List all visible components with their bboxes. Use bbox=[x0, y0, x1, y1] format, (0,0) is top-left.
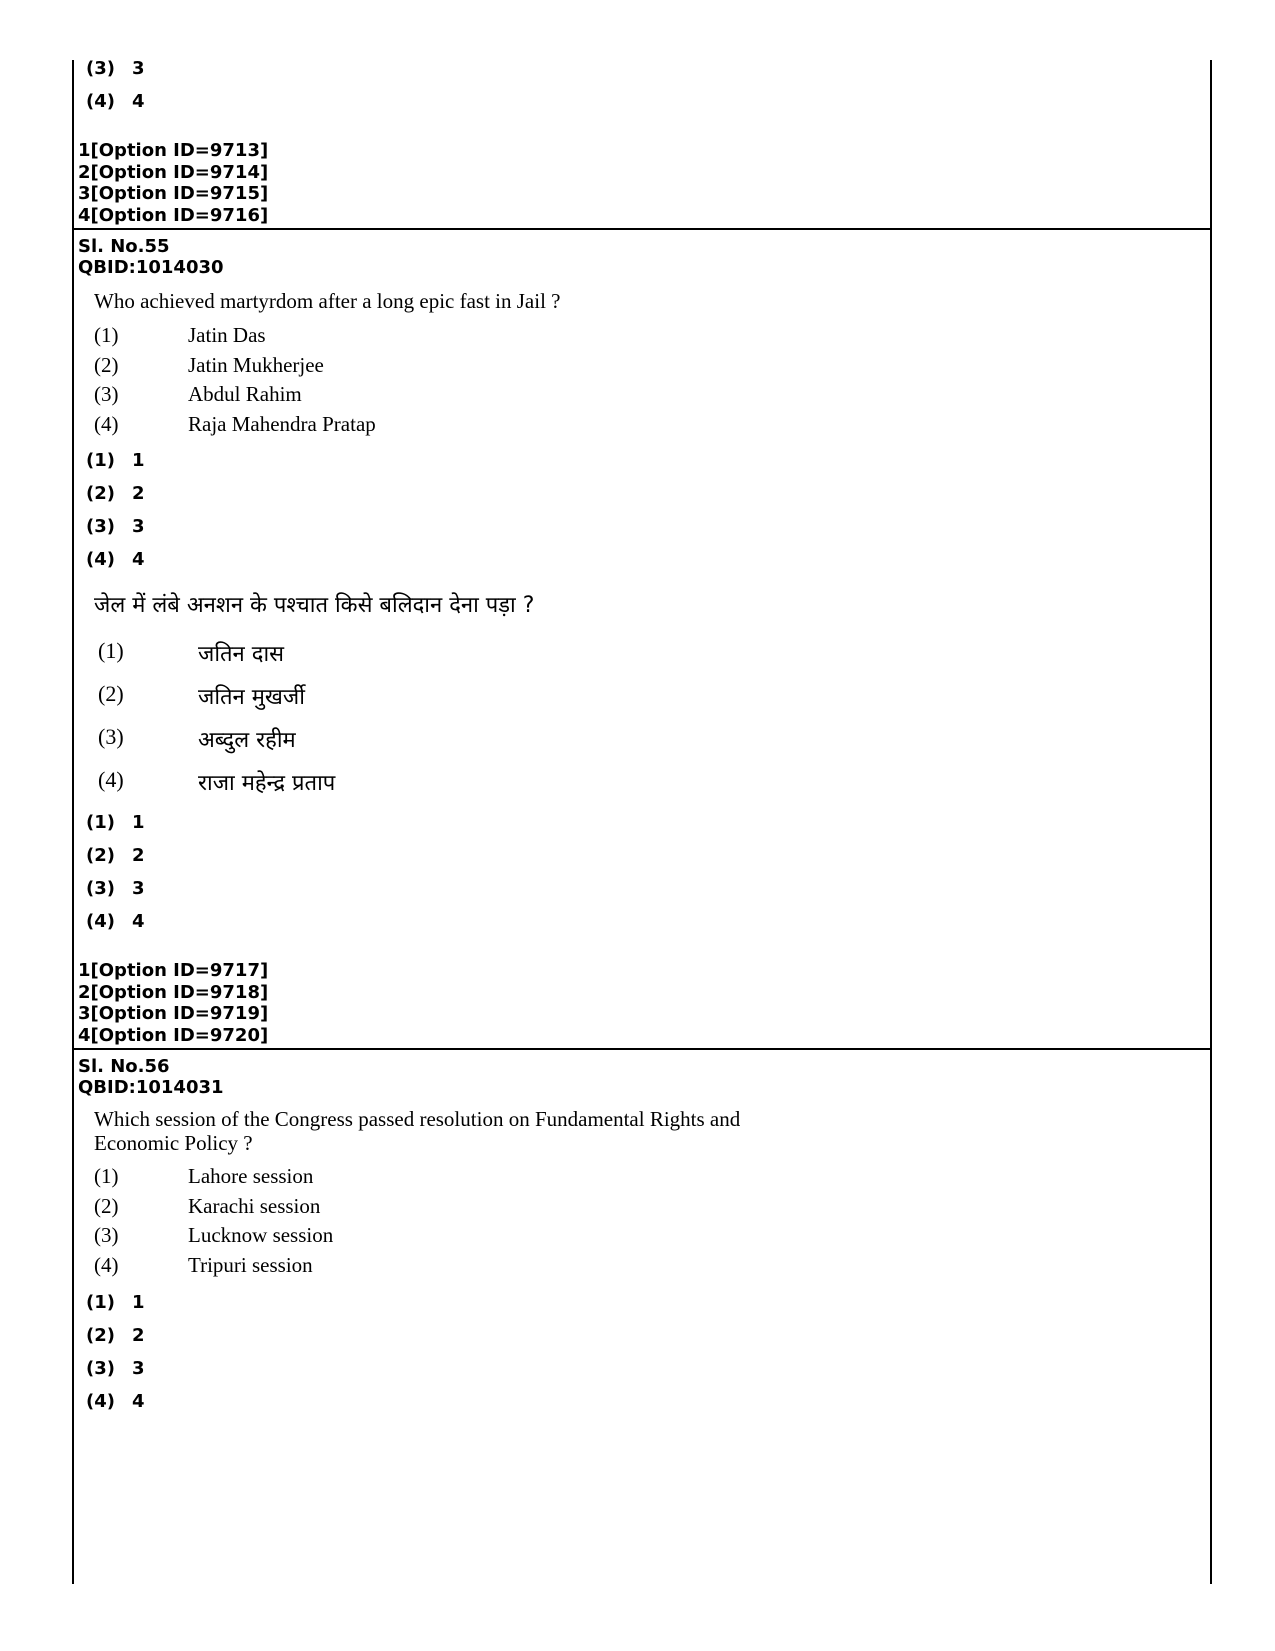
answer-option[interactable]: (1) 1 bbox=[86, 450, 145, 471]
option-id: 4[Option ID=9720] bbox=[78, 1024, 269, 1046]
question-text-line2: Economic Policy ? bbox=[94, 1131, 253, 1155]
option-row: (4) 4 bbox=[86, 91, 145, 112]
option-id-list bbox=[78, 960, 268, 1046]
answer-option[interactable]: (2) 2 bbox=[86, 845, 145, 866]
option-id: 4[Option ID=9716] bbox=[78, 204, 269, 226]
option-id: 1[Option ID=9717] bbox=[78, 960, 269, 981]
answer-option[interactable]: (3) 3 bbox=[86, 878, 145, 899]
option-id: 2[Option ID=9718] bbox=[78, 981, 269, 1003]
answer-option[interactable]: (2) 2 bbox=[86, 483, 145, 504]
answer-option[interactable]: (4) 4 bbox=[86, 1391, 145, 1412]
question-text-line1: Which session of the Congress passed resolution on Fundamental Rights and bbox=[94, 1107, 741, 1131]
option-id-list bbox=[78, 140, 268, 226]
question-text-hi: जेल में लंबे अनशन के पश्चात किसे बलिदान देना पड़ा ? bbox=[94, 593, 535, 618]
option-row: (3) 3 bbox=[86, 58, 145, 79]
option-id: 3[Option ID=9719] bbox=[78, 1003, 269, 1024]
answer-option[interactable]: (4) 4 bbox=[86, 549, 145, 570]
answer-option[interactable]: (2) 2 bbox=[86, 1325, 145, 1346]
question-serial: Sl. No.55 bbox=[78, 236, 170, 257]
question-qbid: QBID:1014031 bbox=[78, 1077, 224, 1098]
answer-option[interactable]: (1) 1 bbox=[86, 812, 145, 833]
question-qbid: QBID:1014030 bbox=[78, 257, 224, 278]
option-id: 1[Option ID=9713] bbox=[78, 140, 269, 161]
answer-option[interactable]: (3) 3 bbox=[86, 516, 145, 537]
section-divider bbox=[72, 228, 1210, 230]
question-serial: Sl. No.56 bbox=[78, 1056, 170, 1077]
answer-option[interactable]: (4) 4 bbox=[86, 911, 145, 932]
answer-option[interactable]: (1) 1 bbox=[86, 1292, 145, 1313]
option-id: 2[Option ID=9714] bbox=[78, 161, 269, 183]
section-divider bbox=[72, 1048, 1210, 1050]
option-id: 3[Option ID=9715] bbox=[78, 183, 269, 204]
question-text-en: Who achieved martyrdom after a long epic fast in Jail ? bbox=[94, 289, 561, 313]
answer-option[interactable]: (3) 3 bbox=[86, 1358, 145, 1379]
